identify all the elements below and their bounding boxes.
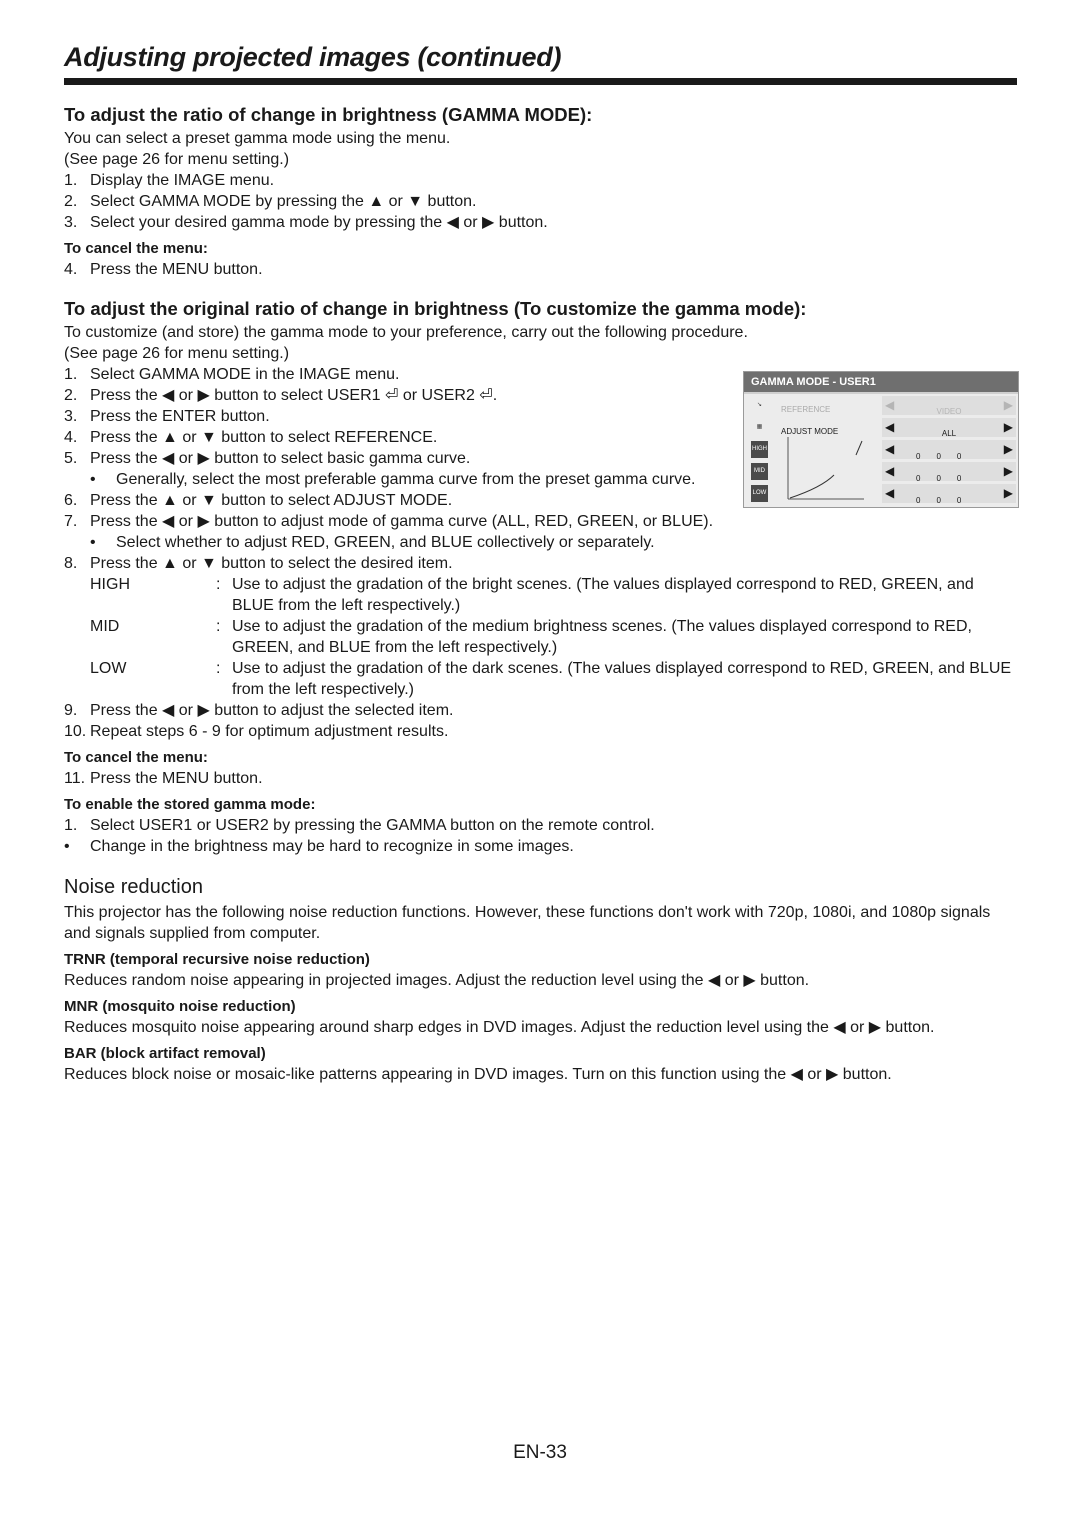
noise-intro: This projector has the following noise reduction functions. However, these functions don't work with 720p, 1080i, and 1080p signals and signals supplied from computer. (64, 904, 991, 942)
reference-value-box (882, 396, 1016, 415)
gamma-see-page: (See page 26 for menu setting.) (64, 151, 290, 168)
left-arrow-icon: ◀ (885, 398, 895, 412)
high-values: 0 0 0 (916, 452, 962, 461)
definition-mid: MID : Use to adjust the gradation of the medium brightness scenes. (The values displayed correspond to RED, GREEN, and BLUE from the left respectively.) (90, 618, 972, 656)
low-value-box (882, 484, 1016, 503)
right-arrow-icon: ▶ (1003, 464, 1013, 478)
adjust-mode-value-box (882, 418, 1016, 437)
list-item: 1. Select GAMMA MODE in the IMAGE menu. (64, 366, 400, 383)
list-item: 7. Press the ◀ or ▶ button to adjust mode of gamma curve (ALL, RED, GREEN, or BLUE). (64, 513, 714, 530)
list-item: 8. Press the ▲ or ▼ button to select the desired item. (64, 555, 453, 572)
list-item: 1. Display the IMAGE menu. (64, 172, 275, 189)
list-item: 4. Press the ▲ or ▼ button to select REFERENCE. (64, 429, 438, 446)
page-number: EN-33 (513, 1442, 567, 1463)
gamma-curve-graph (786, 437, 881, 503)
right-arrow-icon: ▶ (1003, 486, 1013, 500)
menu-row-reference (744, 395, 1018, 416)
right-arrow-icon: ▶ (1003, 442, 1013, 456)
list-item: 5. Press the ◀ or ▶ button to select basic gamma curve. (64, 450, 471, 467)
custom-gamma-heading: To adjust the original ratio of change in brightness (To customize the gamma mode): (64, 298, 807, 319)
list-item: 2. Press the ◀ or ▶ button to select USER1 ⏎ or USER2 ⏎. (64, 387, 498, 404)
bullet-item: • Change in the brightness may be hard to recognize in some images. (64, 838, 574, 855)
right-arrow-icon: ▶ (1003, 398, 1013, 412)
bullet-item: • Select whether to adjust RED, GREEN, and BLUE collectively or separately. (90, 534, 655, 551)
mnr-text: Reduces mosquito noise appearing around sharp edges in DVD images. Adjust the reduction level using the ◀ or ▶ button. (64, 1019, 935, 1036)
definition-low: LOW : Use to adjust the gradation of the dark scenes. (The values displayed correspond to RED, GREEN, and BLUE from the left respectively.) (90, 660, 1012, 698)
page-content (64, 40, 1017, 1085)
page-title: Adjusting projected images (continued) (64, 42, 562, 72)
list-item: 9. Press the ◀ or ▶ button to adjust the selected item. (64, 702, 454, 719)
custom-see-page: (See page 26 for menu setting.) (64, 345, 290, 362)
bar-text: Reduces block noise or mosaic-like patterns appearing in DVD images. Turn on this function using the ◀ or ▶ button. (64, 1066, 892, 1083)
cancel-menu-label: To cancel the menu: (64, 240, 208, 257)
list-item: 1. Select USER1 or USER2 by pressing the GAMMA button on the remote control. (64, 817, 655, 834)
mid-values: 0 0 0 (916, 474, 962, 483)
bullet-item: • Generally, select the most preferable gamma curve from the preset gamma curve. (90, 471, 696, 488)
gamma-curve (790, 441, 862, 498)
left-arrow-icon: ◀ (885, 442, 895, 456)
list-item: 4. Press the MENU button. (64, 261, 263, 278)
list-item: 11. Press the MENU button. (64, 770, 263, 787)
reference-value: VIDEO (936, 407, 962, 416)
list-item: 3. Select your desired gamma mode by pressing the ◀ or ▶ button. (64, 214, 548, 231)
left-arrow-icon: ◀ (885, 486, 895, 500)
list-item: 3. Press the ENTER button. (64, 408, 270, 425)
low-icon: LOW (751, 485, 768, 502)
title-rule (64, 78, 1017, 85)
left-arrow-icon: ◀ (885, 420, 895, 434)
reference-icon: ↘ (756, 402, 763, 408)
noise-heading: Noise reduction (64, 876, 203, 898)
list-item: 6. Press the ▲ or ▼ button to select ADJUST MODE. (64, 492, 453, 509)
bar-label: BAR (block artifact removal) (64, 1045, 266, 1062)
cancel-menu-label: To cancel the menu: (64, 749, 208, 766)
list-item: 2. Select GAMMA MODE by pressing the ▲ or ▼ button. (64, 193, 477, 210)
mid-value-box (882, 462, 1016, 481)
mid-icon: MID (751, 463, 768, 480)
gamma-menu-title: GAMMA MODE - USER1 (744, 372, 1018, 394)
low-values: 0 0 0 (916, 496, 962, 505)
right-arrow-icon: ▶ (1003, 420, 1013, 434)
gamma-mode-menu (743, 371, 1019, 508)
mnr-label: MNR (mosquito noise reduction) (64, 998, 296, 1015)
high-icon: HIGH (751, 441, 768, 458)
custom-intro: To customize (and store) the gamma mode to your preference, carry out the following procedure. (64, 324, 748, 341)
left-arrow-icon: ◀ (885, 464, 895, 478)
trnr-label: TRNR (temporal recursive noise reduction) (64, 951, 370, 968)
trnr-text: Reduces random noise appearing in projected images. Adjust the reduction level using the ◀ or ▶ button. (64, 972, 810, 989)
definition-high: HIGH : Use to adjust the gradation of the bright scenes. (The values displayed correspond to RED, GREEN, and BLUE from the left respectively.) (90, 576, 974, 614)
adjust-mode-value: ALL (941, 429, 957, 438)
enable-gamma-label: To enable the stored gamma mode: (64, 796, 316, 813)
gamma-intro: You can select a preset gamma mode using the menu. (64, 130, 451, 147)
gamma-heading: To adjust the ratio of change in brightness (GAMMA MODE): (64, 104, 593, 125)
adjust-mode-icon: ▦ (756, 424, 763, 430)
menu-row-adjust-mode (744, 417, 1018, 438)
high-value-box (882, 440, 1016, 459)
adjust-mode-label: ADJUST MODE (781, 427, 839, 436)
reference-label: REFERENCE (781, 405, 831, 414)
list-item: 10. Repeat steps 6 - 9 for optimum adjustment results. (64, 723, 449, 740)
